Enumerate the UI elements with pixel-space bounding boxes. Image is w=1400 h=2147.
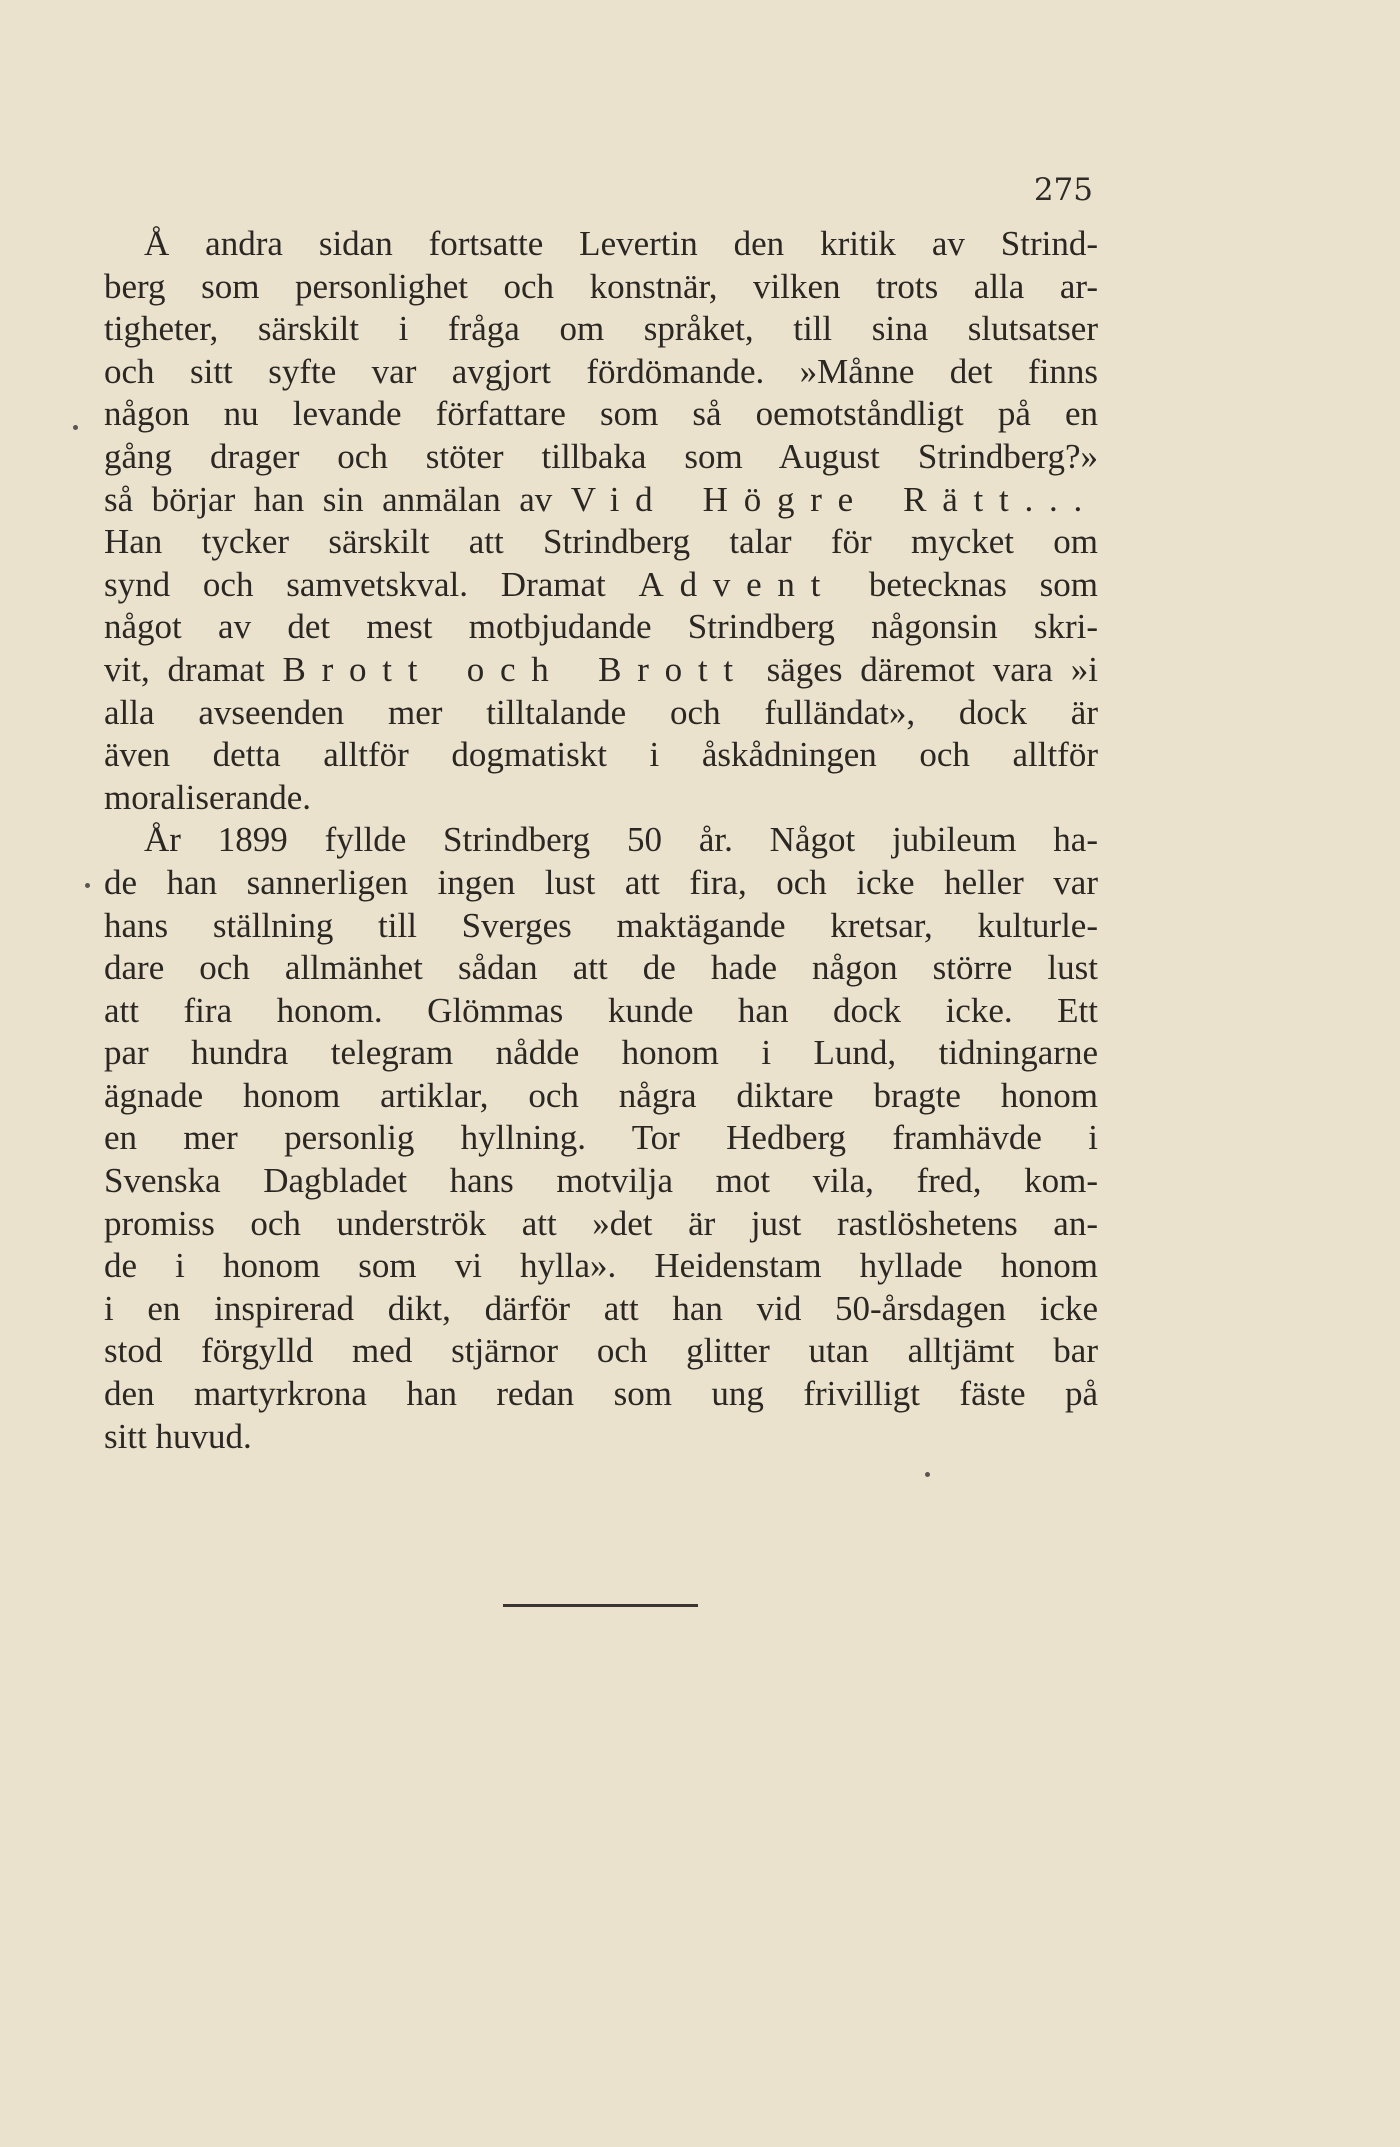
- text-line-content: att fira honom. Glömmas kunde han dock icke. Ett: [104, 990, 1098, 1030]
- text-line-content: hans ställning till Sverges maktägande kretsar, kulturle-: [104, 905, 1098, 945]
- text-line-content: Han tycker särskilt att Strindberg talar för mycket om: [104, 522, 1098, 562]
- section-divider: [503, 1604, 698, 1607]
- text-line: [104, 649, 1098, 692]
- text-line: [104, 1330, 1098, 1373]
- text-line-content: något av det mest motbjudande Strindberg någonsin skri-: [104, 607, 1098, 647]
- text-line: [104, 223, 1098, 266]
- text-line-content: den martyrkrona han redan som ung frivilligt fäste på: [104, 1374, 1098, 1414]
- body-text: [104, 223, 1098, 1458]
- text-line: [104, 479, 1098, 522]
- spaced-title: Advent: [638, 564, 837, 604]
- text-line-content: vit, dramat: [104, 649, 283, 689]
- text-line: [104, 947, 1098, 990]
- text-line: [104, 777, 1098, 820]
- text-line: [104, 606, 1098, 649]
- text-line: [104, 990, 1098, 1033]
- text-line-content: i en inspirerad dikt, därför att han vid 50-årsdagen icke: [104, 1288, 1098, 1328]
- text-line-content: berg som personlighet och konstnär, vilken trots alla ar-: [104, 266, 1098, 306]
- print-speck: [925, 1472, 930, 1477]
- text-line: [104, 351, 1098, 394]
- text-line-content: sitt huvud.: [104, 1416, 252, 1456]
- text-line-content: en mer personlig hyllning. Tor Hedberg framhävde i: [104, 1118, 1098, 1158]
- text-line-content: även detta alltför dogmatiskt i åskådningen och alltför: [104, 735, 1098, 775]
- text-line-content: dare och allmänhet sådan att de hade någon större lust: [104, 948, 1098, 988]
- text-line: [104, 1117, 1098, 1160]
- text-line: [104, 692, 1098, 735]
- text-line-continuation: säges däremot vara »i: [748, 649, 1098, 689]
- text-line: [104, 734, 1098, 777]
- text-line: [104, 436, 1098, 479]
- text-line: [104, 1032, 1098, 1075]
- text-line-content: någon nu levande författare som så oemotståndligt på en: [104, 394, 1098, 434]
- text-line-content: de i honom som vi hylla». Heidenstam hyllade honom: [104, 1246, 1098, 1286]
- text-line-content: synd och samvetskval. Dramat: [104, 564, 639, 604]
- text-line-content: så börjar han sin anmälan av: [104, 479, 571, 519]
- text-line: [104, 1245, 1098, 1288]
- text-line: [104, 1373, 1098, 1416]
- text-line-content: och sitt syfte var avgjort fördömande. »Månne det finns: [104, 351, 1098, 391]
- text-line-content: promiss och underströk att »det är just rastlöshetens an-: [104, 1203, 1098, 1243]
- text-line-content: gång drager och stöter tillbaka som August Strindberg?»: [104, 436, 1098, 476]
- text-line: [104, 1160, 1098, 1203]
- print-speck: [73, 425, 78, 430]
- text-line-content: tigheter, särskilt i fråga om språket, till sina slutsatser: [104, 309, 1098, 349]
- text-line: [104, 266, 1098, 309]
- text-line-content: Å andra sidan fortsatte Levertin den kritik av Strind-: [144, 224, 1098, 263]
- text-line-content: de han sannerligen ingen lust att fira, och icke heller var: [104, 862, 1098, 902]
- text-line: [104, 1075, 1098, 1118]
- text-line: [104, 1203, 1098, 1246]
- text-line: [104, 393, 1098, 436]
- text-line-content: stod förgylld med stjärnor och glitter utan alltjämt bar: [104, 1331, 1098, 1371]
- text-line-content: År 1899 fyllde Strindberg 50 år. Något jubileum ha-: [144, 820, 1098, 860]
- text-line-content: par hundra telegram nådde honom i Lund, tidningarne: [104, 1033, 1098, 1073]
- text-line: [104, 862, 1098, 905]
- text-line: [104, 1416, 1098, 1459]
- page-number: 275: [1033, 172, 1093, 208]
- text-line-content: moraliserande.: [104, 777, 311, 817]
- text-line-continuation: betecknas som: [836, 564, 1099, 604]
- text-line: [104, 564, 1098, 607]
- text-line: [104, 819, 1098, 862]
- text-line: [104, 1288, 1098, 1331]
- text-line: [104, 905, 1098, 948]
- print-speck: [85, 883, 90, 888]
- text-line: [104, 308, 1098, 351]
- text-line-content: alla avseenden mer tilltalande och fulländat», dock är: [104, 692, 1098, 732]
- text-line-content: ägnade honom artiklar, och några diktare bragte honom: [104, 1075, 1098, 1115]
- spaced-title: Brott och Brott: [282, 649, 749, 689]
- text-line-content: Svenska Dagbladet hans motvilja mot vila, fred, kom-: [104, 1161, 1098, 1201]
- spaced-title: Vid Högre Rätt...: [570, 479, 1098, 519]
- text-line: [104, 521, 1098, 564]
